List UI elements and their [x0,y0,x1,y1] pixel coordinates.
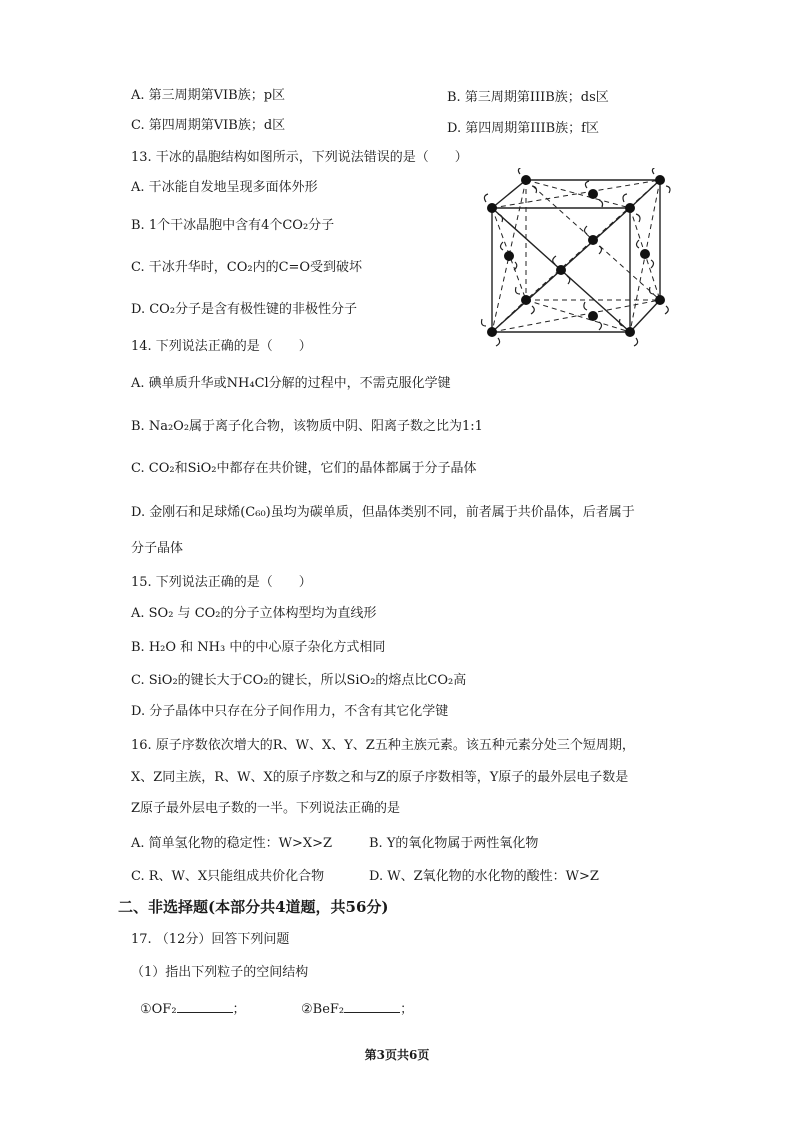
q15-option-b: B. H₂O 和 NH₃ 中的中心原子杂化方式相同 [131,640,386,655]
q17-stem: 17. （12分）回答下列问题 [131,932,290,947]
q14-option-d-line1: D. 金刚石和足球烯(C₆₀)虽均为碳单质，但晶体类别不同，前者属于共价晶体，后者属于 [131,505,635,520]
q15-option-c: C. SiO₂的键长大于CO₂的键长，所以SiO₂的熔点比CO₂高 [131,673,467,688]
q15-option-d: D. 分子晶体中只存在分子间作用力，不含有其它化学键 [131,704,449,719]
q17-item1-label: ①OF₂ [140,1002,177,1017]
q12-option-c: C. 第四周期第VIB族；d区 [131,118,286,133]
q13-stem: 13. 干冰的晶胞结构如图所示，下列说法错误的是（ ） [131,150,468,165]
q14-option-b: B. Na₂O₂属于离子化合物，该物质中阴、阳离子数之比为1:1 [131,419,483,434]
q15-option-a: A. SO₂ 与 CO₂的分子立体构型均为直线形 [131,606,377,621]
q17-item1-end: ； [232,1002,246,1017]
section-heading: 二、非选择题(本部分共4道题，共56分) [118,898,389,916]
q12-option-a: A. 第三周期第VIB族；p区 [131,88,286,103]
q16-option-c: C. R、W、X只能组成共价化合物 [131,869,325,884]
q14-stem: 14. 下列说法正确的是（ ） [131,339,312,354]
q13-option-b: B. 1个干冰晶胞中含有4个CO₂分子 [131,218,335,233]
q17-item2 [301,1000,413,1018]
q13-option-c: C. 干冰升华时，CO₂内的C=O受到破坏 [131,260,363,275]
dry-ice-unit-cell-figure [478,168,678,353]
q12-option-d: D. 第四周期第IIIB族；f区 [447,121,599,136]
q17-item2-end: ； [400,1002,414,1017]
q16-option-b: B. Y的氧化物属于两性氧化物 [369,836,539,851]
q14-option-d-line2: 分子晶体 [131,541,184,556]
q17-item1 [140,1000,246,1018]
q12-option-b: B. 第三周期第IIIB族；ds区 [447,90,609,105]
q16-option-a: A. 简单氢化物的稳定性：W>X>Z [131,836,333,851]
q15-stem: 15. 下列说法正确的是（ ） [131,575,312,590]
q16-option-d: D. W、Z氧化物的水化物的酸性：W>Z [369,869,599,884]
q13-option-d: D. CO₂分子是含有极性键的非极性分子 [131,302,358,317]
q16-stem-line3: Z原子最外层电子数的一半。下列说法正确的是 [131,801,401,816]
answer-blank-1[interactable] [177,1000,233,1013]
q16-stem-line1: 16. 原子序数依次增大的R、W、X、Y、Z五种主族元素。该五种元素分处三个短周期， [131,738,635,753]
q14-option-a: A. 碘单质升华或NH₄Cl分解的过程中，不需克服化学键 [131,376,451,391]
q17-part1: （1）指出下列粒子的空间结构 [131,965,309,980]
q14-option-c: C. CO₂和SiO₂中都存在共价键，它们的晶体都属于分子晶体 [131,461,477,476]
answer-blank-2[interactable] [344,1000,400,1013]
q13-option-a: A. 干冰能自发地呈现多面体外形 [131,180,318,195]
q17-item2-label: ②BeF₂ [301,1002,345,1017]
page-number: 第3页共6页 [364,1048,430,1062]
q16-stem-line2: X、Z同主族，R、W、X的原子序数之和与Z的原子序数相等，Y原子的最外层电子数是 [131,770,629,785]
